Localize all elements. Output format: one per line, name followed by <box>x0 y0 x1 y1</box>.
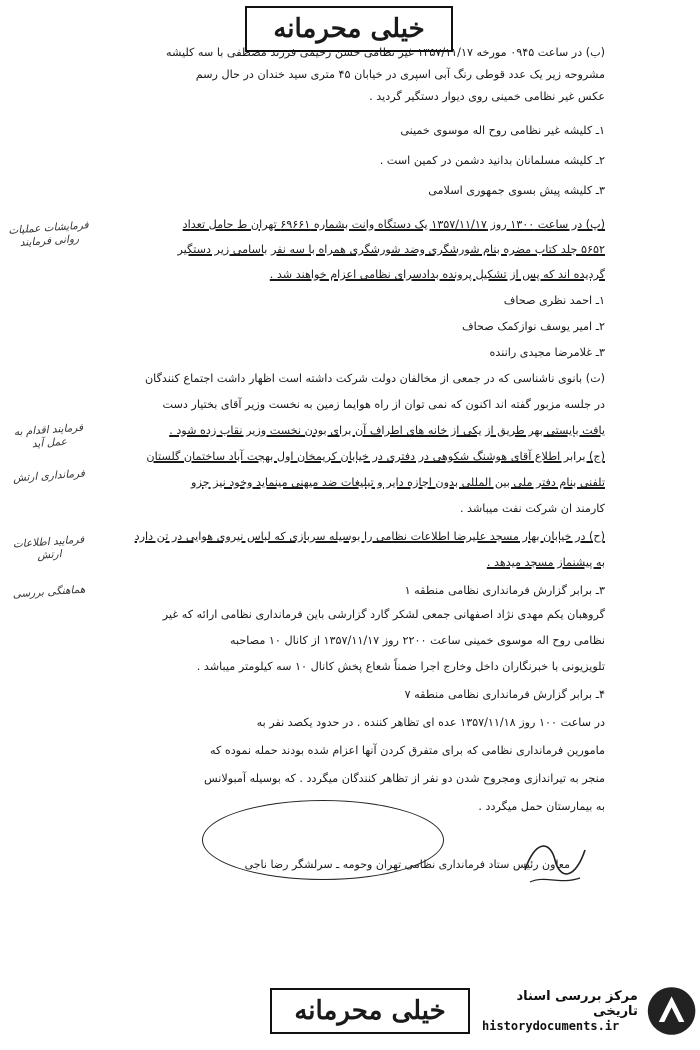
body-line: گردیده اند که پس از تشکیل پرونده بدادسرای نظامی اعزام خواهند شد . <box>269 268 605 281</box>
margin-note: هماهنگی بررسی <box>12 583 86 601</box>
body-line: (ت) بانوی ناشناسی که در جمعی از مخالفان دولت شرکت داشته است اظهار داشت اجتماع کنندگان <box>144 372 605 385</box>
margin-note: فرمانداری ارتش <box>12 467 86 485</box>
signature-scribble-icon <box>520 830 590 890</box>
body-line: عکس غیر نظامی خمینی روی دیوار دستگیر گردید . <box>369 90 605 103</box>
archive-logo-icon <box>646 983 697 1039</box>
body-line: مامورین فرمانداری نظامی که برای متفرق کردن آنها اعزام شده بودند حمله نموده که <box>209 744 605 757</box>
margin-note: فرمایند اقدام به عمل آید <box>13 421 84 451</box>
body-line: ۳ـ برابر گزارش فرمانداری نظامی منطقه ۱ <box>404 584 605 597</box>
margin-note: فرمایید اطلاعات ارتش <box>12 533 85 562</box>
body-line: ۴ـ برابر گزارش فرمانداری نظامی منطقه ۷ <box>404 688 605 701</box>
margin-note: فرمایشات عملیات روانی فرمایند <box>7 219 90 250</box>
body-line: (ج) برابر اطلاع آقای هوشنگ شکوهی در دفتری در خیابان کریمخان اول بهجت آباد ساختمان گلستان <box>146 450 605 463</box>
watermark-title: مرکز بررسی اسناد تاریخی <box>516 989 638 1019</box>
top-classification-stamp: خیلی محرمانه <box>245 6 453 52</box>
body-line: یافت بایستی بهر طریق از یکی از خانه های اطراف آن برای بودن نخست وزیر نقاب زده شود . <box>169 424 605 437</box>
body-line: گروهبان یکم مهدی نژاد اصفهانی جمعی لشکر گارد گزارشی باین فرمانداری نظامی ارائه که غیر <box>162 608 605 621</box>
body-line: ۳ـ غلامرضا مجیدی راننده <box>489 346 605 359</box>
body-line: مشروحه زیر یک عدد قوطی رنگ آبی اسپری در خیابان ۴۵ متری سید خندان در حال رسم <box>195 68 605 81</box>
body-line: نظامی روح اله موسوی خمینی ساعت ۲۲۰۰ روز ۱۳۵۷/۱۱/۱۷ از کانال ۱۰ مصاحبه <box>229 634 605 647</box>
body-line: ۱ـ کلیشه غیر نظامی روح اله موسوی خمینی <box>400 124 605 137</box>
body-line: تلفنی بنام دفتر ملی بین المللی بدون اجازه دایر و تبلیغات ضد میهنی مینماید وخود نیز جزو <box>191 476 605 489</box>
body-line: ۲ـ کلیشه مسلمانان بدانید دشمن در کمین است . <box>379 154 605 167</box>
body-line: تلویزیونی با خبرنگاران داخل وخارج اجرا ضمناً شعاع پخش کانال ۱۰ سه کیلومتر میباشد . <box>196 660 605 673</box>
body-line: به پیشنماز مسجد میدهد . <box>486 556 605 569</box>
watermark-logo <box>482 976 697 1046</box>
bottom-classification-stamp: خیلی محرمانه <box>270 988 470 1034</box>
body-line: (ح) در خیابان بهار مسجد علیرضا اطلاعات نظامی را بوسیله سربازی که لباس نیروی هوایی در تن دارد <box>134 530 605 543</box>
signature-line: معاون رئیس ستاد فرمانداری نظامی تهران وحومه ـ سرلشگر رضا ناجی <box>244 858 570 871</box>
body-line: ۲ـ امیر یوسف نوازکمک صحاف <box>462 320 605 333</box>
body-line: ۳ـ کلیشه پیش بسوی جمهوری اسلامی <box>428 184 605 197</box>
body-line: ۱ـ احمد نظری صحاف <box>503 294 605 307</box>
body-line: در ساعت ۱۰۰ روز ۱۳۵۷/۱۱/۱۸ عده ای تظاهر کننده . در حدود یکصد نفر به <box>256 716 605 729</box>
body-line: ۵۶۵۲ جلد کتاب مضره بنام شورشگری وضد شورشگری همراه با سه نفر باسامی زیر دستگیر <box>177 243 605 256</box>
body-line: (ب) در ساعت ۰۹۴۵ مورخه ۱۳۵۷/۱۱/۱۷ غیر نظامی حسن رحیمی فرزند مصطفی با سه کلیشه <box>165 46 605 59</box>
body-line: (پ) در ساعت ۱۳۰۰ روز ۱۳۵۷/۱۱/۱۷ یک دستگاه وانت بشماره ۶۹۶۶۱ تهران ط حامل تعداد <box>182 218 605 231</box>
body-line: کارمند ان شرکت نفت میباشد . <box>459 502 605 515</box>
body-line: منجر به تیراندازی ومجروح شدن دو نفر از تظاهر کنندگان میگردد . که بوسیله آمبولانس <box>204 772 605 785</box>
watermark-url: historydocuments.ir <box>482 1019 620 1033</box>
body-line: در جلسه مزبور گفته اند اکنون که نمی توان از راه هوایما زمین به نخست وزیر آقای بختیار دست <box>162 398 605 411</box>
body-line: به بیمارستان حمل میگردد . <box>478 800 605 813</box>
